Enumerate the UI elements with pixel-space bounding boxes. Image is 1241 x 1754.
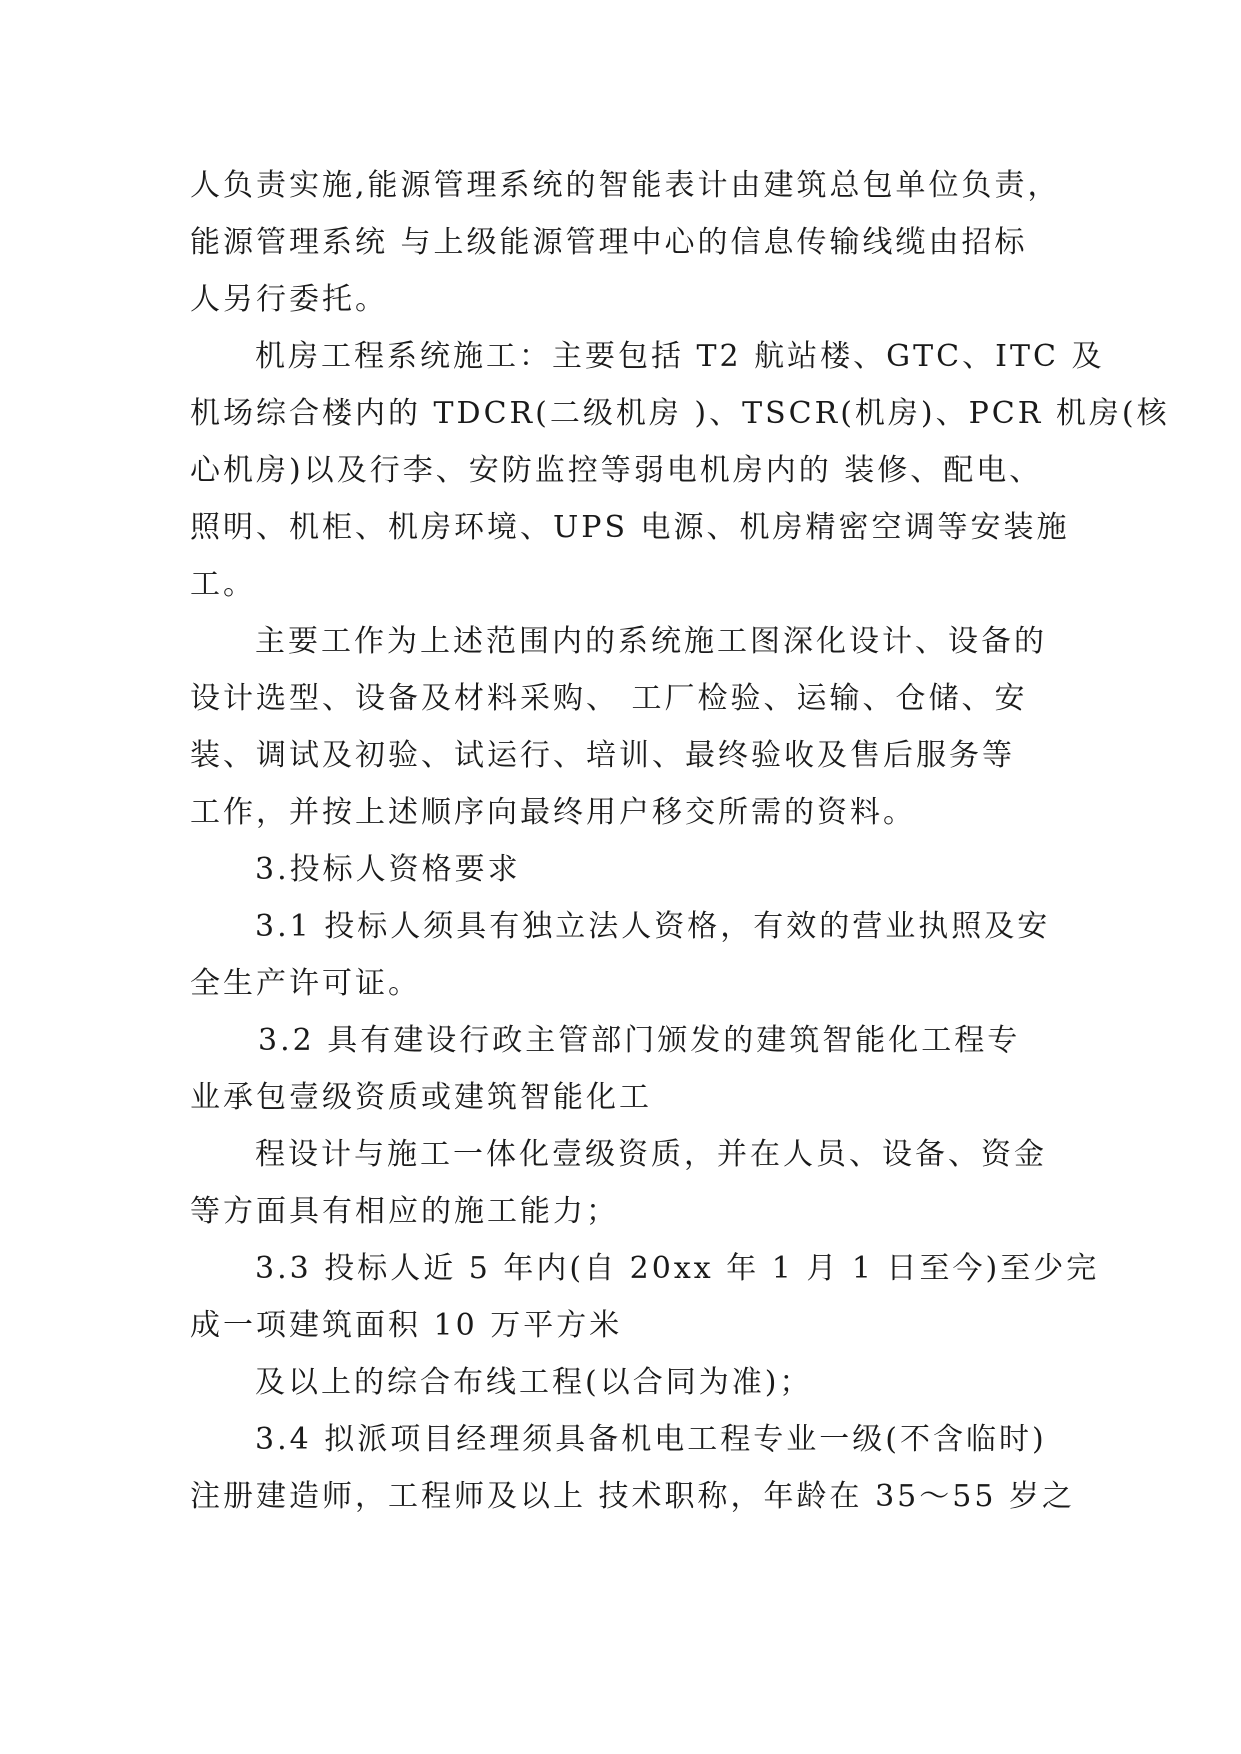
text-line: 3.3 投标人近 5 年内(自 20xx 年 1 月 1 日至今)至少完 xyxy=(255,1251,1100,1286)
text-line: 注册建造师，工程师及以上 技术职称，年龄在 35～55 岁之 xyxy=(190,1479,1075,1514)
text-line: 程设计与施工一体化壹级资质，并在人员、设备、资金 xyxy=(255,1137,1047,1172)
text-line: 工作，并按上述顺序向最终用户移交所需的资料。 xyxy=(190,795,916,830)
text-line: 3.1 投标人须具有独立法人资格，有效的营业执照及安 xyxy=(255,909,1051,944)
text-line: 照明、机柜、机房环境、UPS 电源、机房精密空调等安装施 xyxy=(190,510,1070,545)
text-line: 人负责实施,能源管理系统的智能表计由建筑总包单位负责， xyxy=(190,168,1061,203)
text-line: 机场综合楼内的 TDCR(二级机房 )、TSCR(机房)、PCR 机房(核 xyxy=(190,396,1170,431)
text-line: 3.4 拟派项目经理须具备机电工程专业一级(不含临时) xyxy=(255,1422,1047,1457)
text-line: 等方面具有相应的施工能力； xyxy=(190,1194,619,1229)
text-line: 能源管理系统 与上级能源管理中心的信息传输线缆由招标 xyxy=(190,225,1028,260)
text-line: 全生产许可证。 xyxy=(190,966,421,1001)
text-line: 机房工程系统施工：主要包括 T2 航站楼、GTC、ITC 及 xyxy=(255,339,1105,374)
text-line: 装、调试及初验、试运行、培训、最终验收及售后服务等 xyxy=(190,738,1015,773)
text-line: 业承包壹级资质或建筑智能化工 xyxy=(190,1080,652,1115)
text-line: 及以上的综合布线工程(以合同为准)； xyxy=(255,1365,813,1400)
text-line: 心机房)以及行李、安防监控等弱电机房内的 装修、配电、 xyxy=(190,453,1043,488)
text-line: 3.投标人资格要求 xyxy=(255,852,521,887)
text-line: 人另行委托。 xyxy=(190,282,388,317)
text-line: 工。 xyxy=(190,567,256,602)
text-line: 成一项建筑面积 10 万平方米 xyxy=(190,1308,623,1343)
text-line: 主要工作为上述范围内的系统施工图深化设计、设备的 xyxy=(255,624,1047,659)
text-line: 3.2 具有建设行政主管部门颁发的建筑智能化工程专 xyxy=(258,1023,1021,1058)
text-line: 设计选型、设备及材料采购、 工厂检验、运输、仓储、安 xyxy=(190,681,1028,716)
